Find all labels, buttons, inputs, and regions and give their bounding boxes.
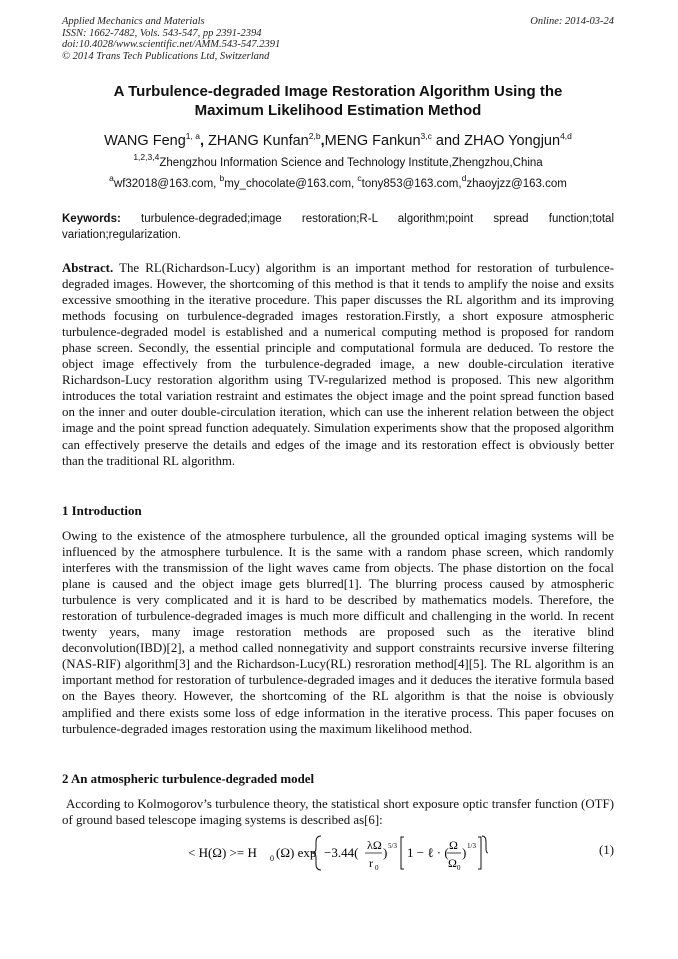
eq-frac1-den-sub: 0 — [375, 864, 379, 872]
paper-title — [62, 82, 614, 120]
eq-frac2-num: Ω — [449, 838, 458, 852]
eq-frac1-num: λΩ — [367, 838, 382, 852]
email-marker: d — [461, 173, 467, 183]
author-separator: , — [199, 133, 209, 149]
affiliation — [62, 152, 614, 169]
email-list — [62, 173, 614, 190]
eq-right-brace — [482, 836, 488, 853]
email-address[interactable]: wf32018@163.com, — [113, 178, 220, 190]
author-affil-marker: 3,c — [420, 131, 432, 141]
issn-line: ISSN: 1662-7482, Vols. 543-547, pp 2391-2394 — [62, 27, 262, 39]
eq-frac2-den-sub: 0 — [457, 864, 461, 872]
eq-right-bracket — [478, 837, 481, 869]
introduction-paragraph: Owing to the existence of the atmosphere turbulence, all the grounded optical imaging systems will be influenced by the atmosphere turbulence. It is the same with a random phase screen, which randomly interferes with the transmission of the light waves came from objects. The phase distortion on the focal plane is caused and the object image gets blurred[1]. The blurring process caused by atmospheric turbulence is very complicated and it is hard to be described by mathematics models. Therefore, the restoration of turbulence-degraded images is much more difficult and challenging in the world. In recent twenty years, many image restoration methods are proposed such as the iterative blind deconvolution(IBD)[2], a method called nonnegativity and support constraints recursive inverse filtering (NAS-RIF) algorithm[3] and the Richardson-Lucy(RL) resroration method[4][5]. The RL algorithm is an important method for restoration of turbulence-degraded images and it deduces the iterative formula based on the Bayes theory. However, the shortcoming of the RL algorithm is that the noise is obviously amplified and there exists some loss of edge information in the iterative process. This paper focuses on turbulence-degraded images restoration using the maximum likelihood method. — [62, 529, 614, 736]
author-name: ZHAO Yongjun — [464, 133, 561, 149]
affiliation-marker: 1,2,3,4 — [133, 152, 160, 162]
email-marker: c — [357, 173, 362, 183]
eq-lhs: < H(Ω) >= H — [188, 845, 257, 860]
email-marker: b — [219, 173, 225, 183]
author-affil-marker: 2,b — [308, 131, 321, 141]
section-heading-model: 2 An atmospheric turbulence-degraded model — [62, 772, 315, 786]
email-address[interactable]: my_chocolate@163.com, — [224, 178, 358, 190]
author-name: ZHANG Kunfan — [208, 133, 309, 149]
email-marker: a — [109, 173, 114, 183]
keywords — [62, 211, 614, 243]
author-separator: and — [431, 133, 465, 149]
eq-arg: (Ω) exp — [276, 845, 317, 860]
author-name: MENG Fankun — [324, 133, 421, 149]
eq-inner: 1 − ℓ · ( — [407, 845, 449, 860]
eq-exp2: 1/3 — [467, 842, 476, 850]
author-affil-marker: 4,d — [560, 131, 572, 141]
author-separator: , — [320, 133, 325, 149]
keywords-label: Keywords: — [62, 213, 121, 225]
title-line-1: A Turbulence-degraded Image Restoration Algorithm Using the — [113, 83, 563, 100]
eq-close-paren: ) — [383, 845, 388, 860]
email-address[interactable]: tony853@163.com, — [361, 178, 462, 190]
abstract-text: The RL(Richardson-Lucy) algorithm is an important method for restoration of turbulence-degraded images. However, the shortcoming of this method is that it tends to amplify the noise and exsits excessive smoothing in the iterative procedure. This paper discusses the RL algorithm and its improving methods focusing on turbulence-degraded images restoration.Firstly, a short exposure atmospheric turbulence-degraded model is established and a numerical computing method is proposed for random phase screen. Secondly, the essential principle and computational formula are deduced. To restore the object image effectively from the turbulence-degraded image, a new double-circulation iterative Richardson-Lucy restoration algorithm using TV-regularized method is proposed. This new algorithm introduces the total variation restraint and estimates the object image and the point spread function based on the inner and outer double-circulation iteration, which can use the inherent relation between the object image and the point spread function adequately. Simulation experiments show that the proposed algorithm can effectively preserve the details and edges of the image and its restoration effect is obviously better than the traditional RL algorithm. — [62, 261, 614, 468]
eq-frac2-den: Ω — [448, 856, 457, 870]
title-line-2: Maximum Likelihood Estimation Method — [194, 102, 482, 119]
eq-left-brace — [312, 836, 321, 870]
eq-left-bracket — [401, 837, 404, 869]
author-affil-marker: 1, a — [185, 131, 200, 141]
copyright-line: © 2014 Trans Tech Publications Ltd, Switzerland — [62, 50, 270, 62]
model-paragraph: According to Kolmogorov’s turbulence theory, the statistical short exposure optic transfer function (OTF) of ground based telescope imaging systems is described as[6]: — [62, 797, 614, 828]
equation-number: (1) — [598, 843, 614, 857]
author-list — [62, 131, 614, 151]
abstract — [62, 260, 614, 469]
email-address[interactable]: zhaoyjzz@163.com — [466, 178, 567, 190]
eq-frac1-den: r — [369, 856, 373, 870]
section-heading-introduction: 1 Introduction — [62, 504, 142, 518]
affiliation-text: Zhengzhou Information Science and Technology Institute,Zhengzhou,China — [159, 157, 543, 169]
eq-exp1: 5/3 — [388, 842, 397, 850]
abstract-label: Abstract. — [62, 261, 114, 275]
eq-lhs-sub: 0 — [270, 854, 274, 863]
eq-close-paren-2: ) — [462, 845, 467, 860]
journal-name: Applied Mechanics and Materials — [62, 16, 205, 27]
equation-1 — [188, 830, 488, 876]
eq-coef: −3.44( — [324, 845, 359, 860]
doi-line: doi:10.4028/www.scientific.net/AMM.543-547.2391 — [62, 39, 281, 50]
author-name: WANG Feng — [104, 133, 186, 149]
keywords-text: turbulence-degraded;image restoration;R-L algorithm;point spread function;total variation;regularization. — [62, 213, 614, 241]
online-date: Online: 2014-03-24 — [530, 16, 614, 27]
journal-header — [62, 16, 280, 62]
